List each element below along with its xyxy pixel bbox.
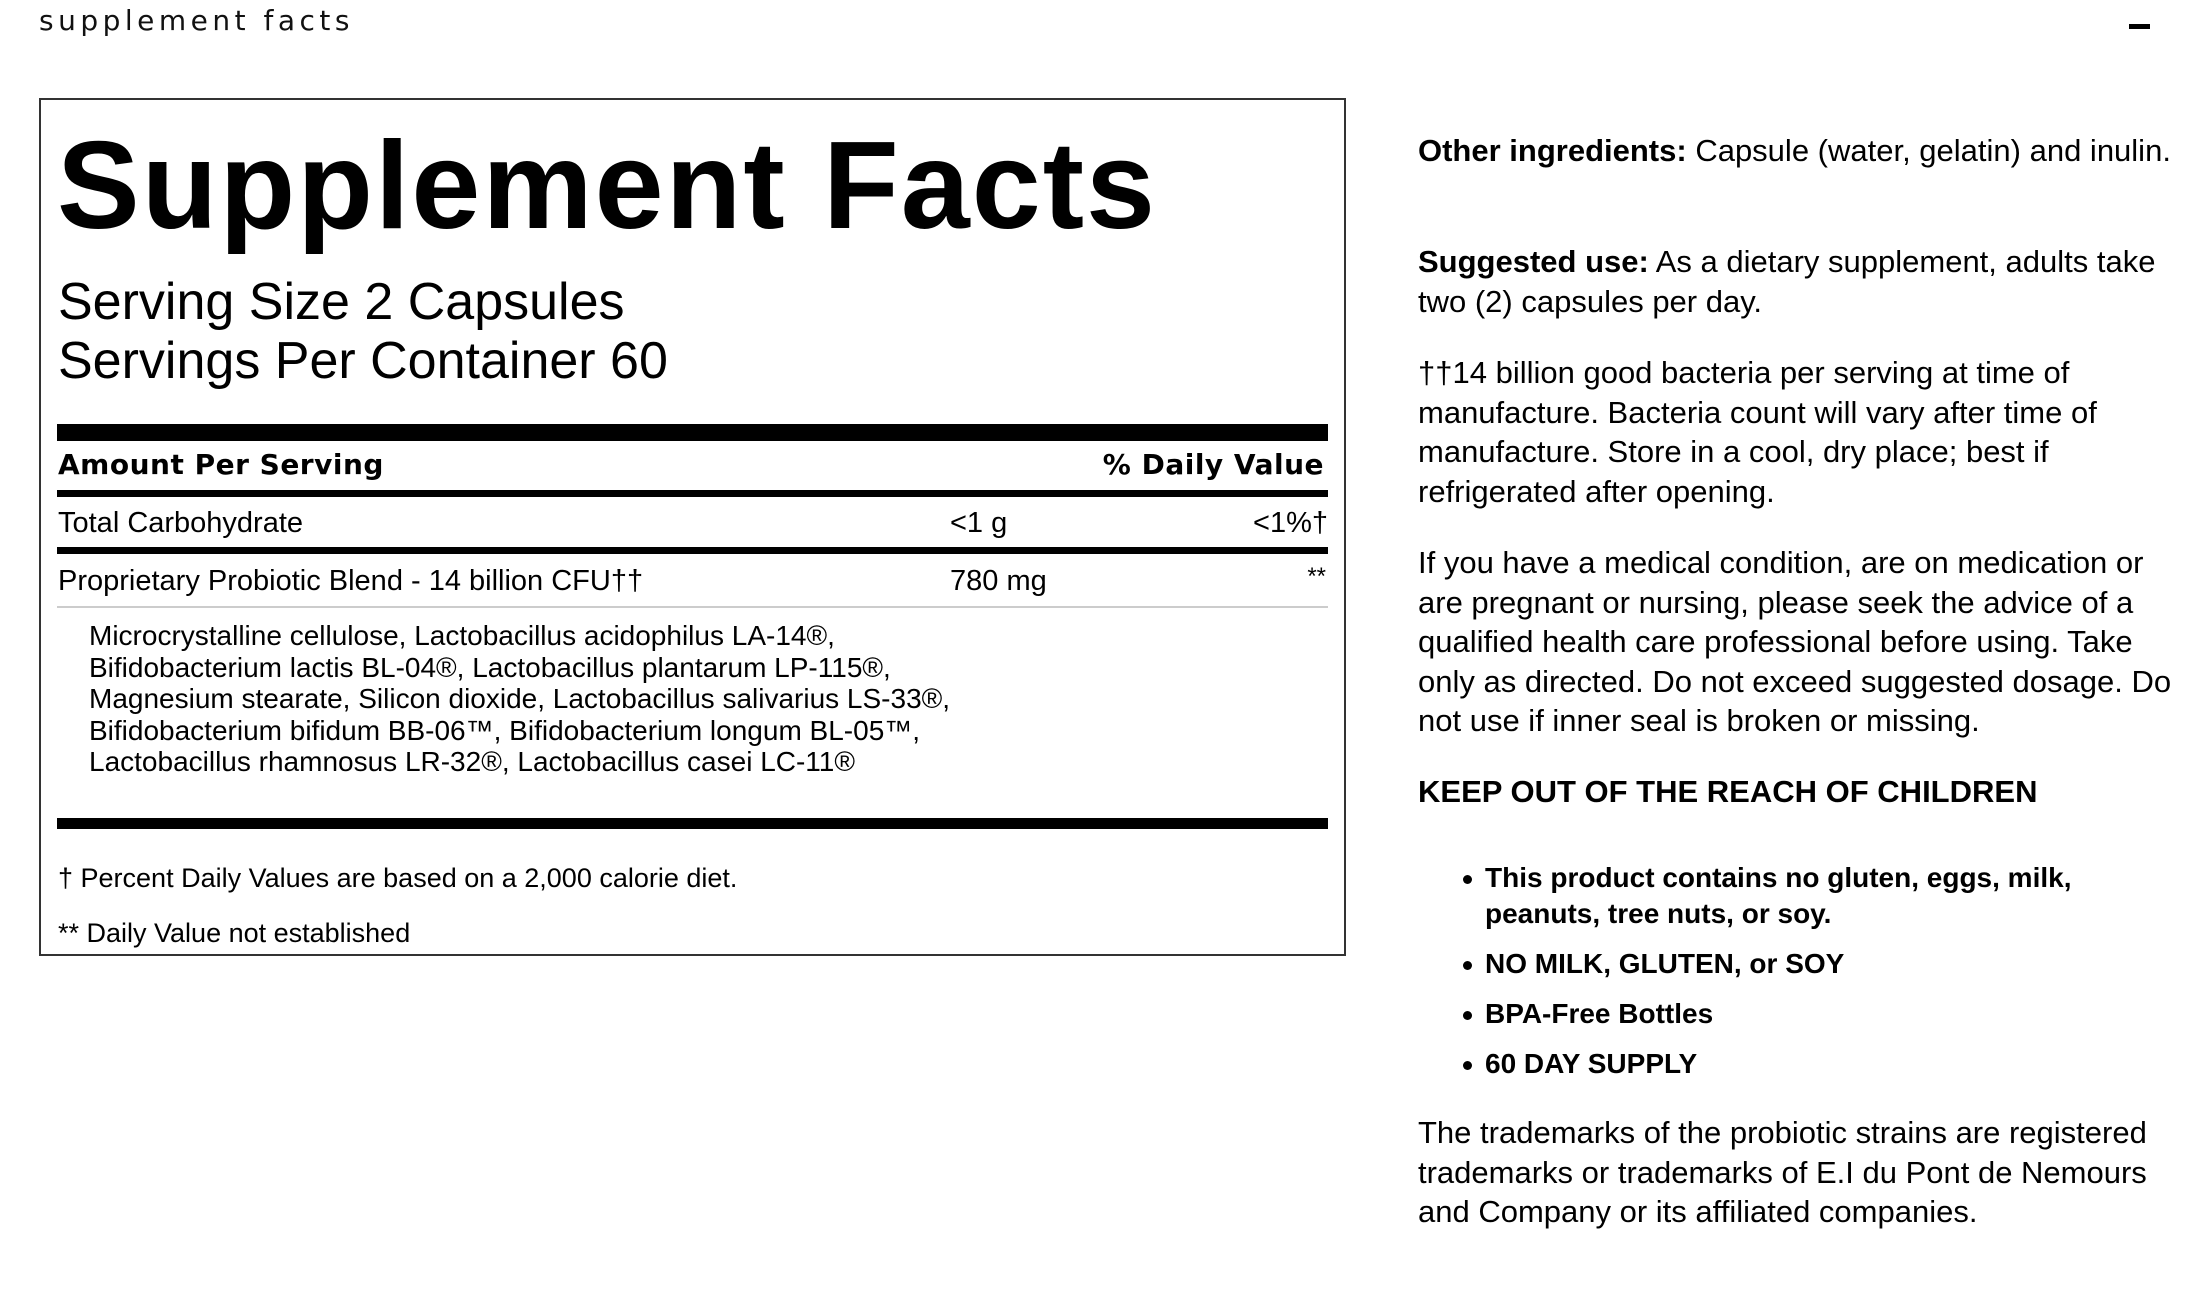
divider-medium — [57, 490, 1328, 497]
footnote-daily-value: † Percent Daily Values are based on a 2,000 calorie diet. — [58, 863, 738, 893]
list-item: This product contains no gluten, eggs, milk, peanuts, tree nuts, or soy. — [1463, 860, 2163, 932]
header-daily-value: % Daily Value — [1102, 448, 1324, 481]
other-ingredients-text: Capsule (water, gelatin) and inulin. — [1686, 133, 2171, 168]
other-ingredients-label: Other ingredients: — [1418, 133, 1687, 168]
divider-medium — [57, 547, 1328, 554]
suggested-use — [1418, 242, 2178, 321]
supplement-facts-panel — [39, 98, 1346, 956]
facts-title: Supplement Facts — [57, 117, 1157, 255]
list-item: NO MILK, GLUTEN, or SOY — [1463, 946, 2163, 982]
medical-warning: If you have a medical condition, are on medication or are pregnant or nursing, please seek the advice of a qualified health care professional before using. Take only as directed. Do not exceed suggested dosage. Do not use if inner seal is broken or missing. — [1418, 545, 2172, 738]
minus-icon[interactable] — [2126, 14, 2154, 36]
servings-per-container: Servings Per Container 60 — [58, 332, 668, 390]
list-item: BPA-Free Bottles — [1463, 996, 2163, 1032]
list-item: 60 DAY SUPPLY — [1463, 1046, 2163, 1082]
serving-size: Serving Size 2 Capsules — [58, 273, 625, 331]
feature-list — [1463, 860, 2163, 1082]
divider-thin — [57, 606, 1328, 608]
nutrient-name: Total Carbohydrate — [58, 507, 304, 539]
divider-thick — [57, 818, 1328, 829]
nutrient-name: Proprietary Probiotic Blend - 14 billion CFU†† — [58, 565, 644, 597]
trademark-note: The trademarks of the probiotic strains are registered trademarks or trademarks of E.I du Pont de Nemours and Company or its affiliated companies. — [1418, 1115, 2147, 1229]
nutrient-amount: <1 g — [950, 507, 1008, 539]
bacteria-note: ††14 billion good bacteria per serving at time of manufacture. Bacteria count will vary after time of manufacture. Store in a cool, dry place; best if refrigerated after opening. — [1418, 355, 2097, 509]
nutrient-daily-value: <1%† — [1253, 507, 1328, 539]
nutrient-daily-value: ** — [1307, 563, 1326, 590]
divider-thick — [57, 424, 1328, 441]
section-title: supplement facts — [39, 4, 354, 37]
nutrient-amount: 780 mg — [950, 565, 1047, 597]
suggested-use-label: Suggested use: — [1418, 244, 1649, 279]
header-amount-per-serving: Amount Per Serving — [58, 448, 384, 481]
other-ingredients — [1418, 131, 2178, 171]
footnote-not-established: ** Daily Value not established — [58, 918, 411, 948]
blend-ingredients: Microcrystalline cellulose, Lactobacillus acidophilus LA-14®, Bifidobacterium lactis BL-04®, Lactobacillus plantarum LP-115®, Magnesium stearate, Silicon dioxide, Lactobacillus salivarius LS-33®, Bifidobacterium bifidum BB-06™, Bifidobacterium longum BL-05™, Lactobacillus rhamnosus LR-32®, Lactobacillus casei LC-11® — [89, 620, 951, 777]
section-header[interactable] — [0, 0, 2188, 60]
suggested-use-text: As a dietary supplement, adults take two (2) capsules per day. — [1418, 244, 2156, 319]
keep-out-warning: KEEP OUT OF THE REACH OF CHILDREN — [1418, 774, 2038, 809]
